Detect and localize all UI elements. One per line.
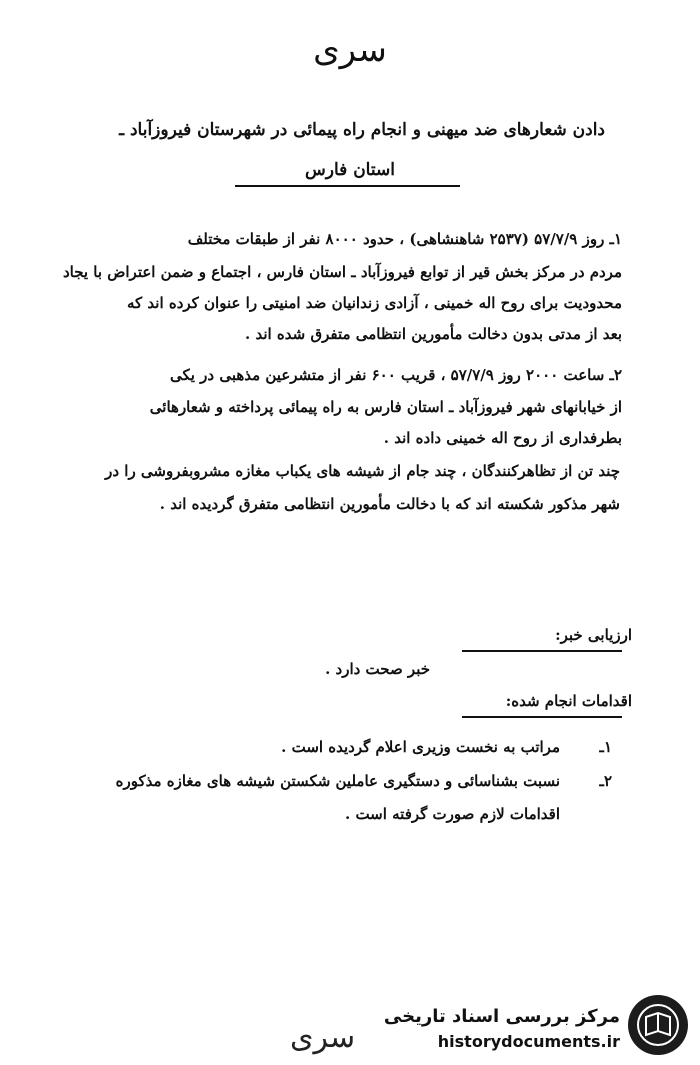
paragraph-1-line-2: مردم در مرکز بخش قیر از توابع فیروزآباد ـ استان فارس ، اجتماع و ضمن اعتراض با یجاد bbox=[62, 263, 622, 281]
actions-heading: اقدامات انجام شده: bbox=[505, 692, 632, 710]
action-1-number: ۱ـ bbox=[599, 738, 612, 756]
action-2-number: ۲ـ bbox=[599, 772, 612, 790]
document-subtitle: استان فارس bbox=[305, 160, 395, 180]
paragraph-1-line-3: محدودیت برای روح اله خمینی ، آزادی زندانیان ضد امنیتی را عنوان کرده اند که bbox=[127, 294, 622, 312]
classification-top: سری bbox=[313, 30, 387, 70]
actions-underline bbox=[462, 716, 622, 718]
footer-website[interactable]: historydocuments.ir bbox=[437, 1032, 620, 1051]
paragraph-3-line-1: چند تن از تظاهرکنندگان ، چند جام از شیشه های یکباب مغازه مشروبفروشی را در bbox=[105, 462, 620, 480]
paragraph-2-line-1: ۲ـ ساعت ۲۰۰۰ روز ۵۷/۷/۹ ، قریب ۶۰۰ نفر از متشرعین مذهبی در یکی bbox=[169, 366, 622, 384]
assessment-underline bbox=[462, 650, 622, 652]
paragraph-1-line-1: ۱ـ روز ۵۷/۷/۹ (۲۵۳۷ شاهنشاهی) ، حدود ۸۰۰۰ نفر از طبقات مختلف bbox=[187, 230, 622, 248]
action-1-text: مراتب به نخست وزیری اعلام گردیده است . bbox=[281, 738, 560, 756]
paragraph-3-line-2: شهر مذکور شکسته اند که با دخالت مأمورین انتظامی متفرق گردیده اند . bbox=[159, 495, 620, 513]
paragraph-2-line-3: بطرفداری از روح اله خمینی داده اند . bbox=[383, 429, 622, 447]
subtitle-underline bbox=[235, 185, 460, 187]
classification-bottom: سری bbox=[290, 1020, 356, 1055]
book-emblem-icon bbox=[628, 995, 688, 1055]
action-2-text: نسبت بشناسائی و دستگیری عاملین شکستن شیشه های مغازه مذکوره bbox=[115, 772, 560, 790]
footer-org-name: مرکز بررسی اسناد تاریخی bbox=[383, 1006, 620, 1027]
assessment-heading: ارزیابی خبر: bbox=[555, 626, 632, 644]
book-emblem-svg bbox=[636, 1003, 680, 1047]
document-title: دادن شعارهای ضد میهنی و انجام راه پیمائی در شهرستان فیروزآباد ـ bbox=[119, 120, 605, 140]
assessment-text: خبر صحت دارد . bbox=[325, 660, 430, 678]
paragraph-1-line-4: بعد از مدتی بدون دخالت مأمورین انتظامی متفرق شده اند . bbox=[245, 325, 622, 343]
action-2-continuation: اقدامات لازم صورت گرفته است . bbox=[345, 805, 560, 823]
paragraph-2-line-2: از خیابانهای شهر فیروزآباد ـ استان فارس به راه پیمائی پرداخته و شعارهائی bbox=[149, 398, 622, 416]
